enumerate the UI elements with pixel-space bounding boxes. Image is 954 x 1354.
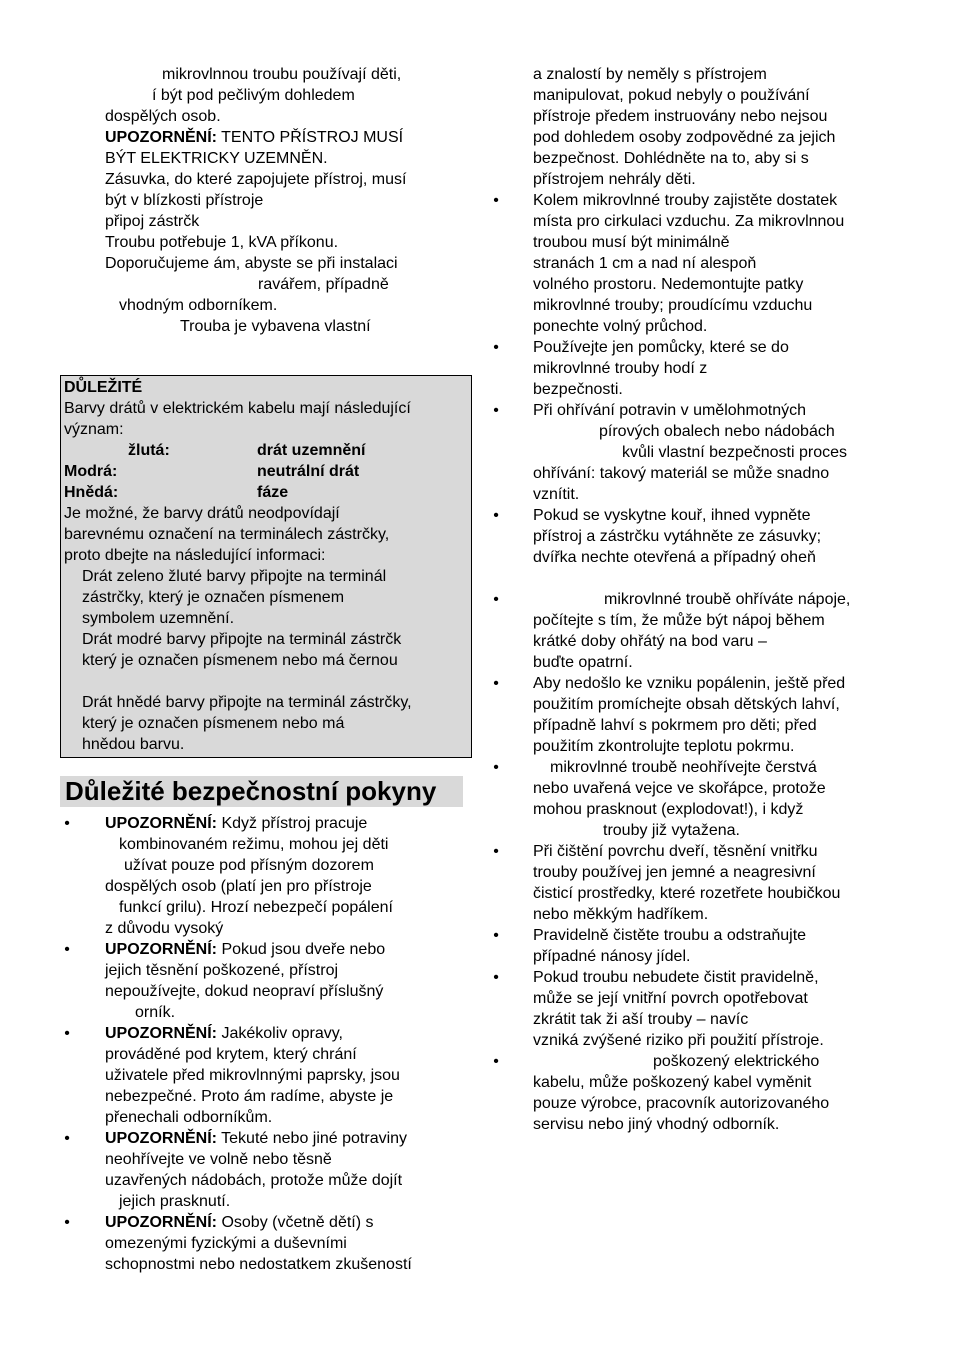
bullet-icon: • xyxy=(493,192,499,209)
item-text: použitím promíchejte obsah dětských lahví, xyxy=(533,696,840,713)
bullet-icon: • xyxy=(493,591,499,608)
item-text: Pokud se vyskytne kouř, ihned vypněte xyxy=(533,507,811,524)
list-item xyxy=(493,967,893,1051)
continued-text: a znalostí by neměly s přístrojem xyxy=(533,66,767,83)
wire-color: Hnědá: xyxy=(64,484,119,501)
wire-row xyxy=(64,482,468,503)
bullet-icon: • xyxy=(64,815,70,832)
box-rule: který je označen písmenem nebo má černou xyxy=(82,652,398,669)
recommendation-text: Doporučujeme ám, abyste se při instalaci xyxy=(105,255,398,272)
item-text: krátké doby ohřátý na bod varu – xyxy=(533,633,767,650)
item-text: schopnostmi nebo nedostatkem zkušeností xyxy=(105,1256,412,1273)
item-text: neohřívejte ve volně nebo těsně xyxy=(105,1151,332,1168)
grounding-warning xyxy=(105,127,473,148)
item-text: kombinovaném režimu, mohou jej děti xyxy=(119,836,389,853)
item-text: přenechali odborníkům. xyxy=(105,1109,273,1126)
item-text: mikrovlnné trouby; proudícímu vzduchu xyxy=(533,297,813,314)
recommendation-text: ravářem, případně xyxy=(258,276,389,293)
item-gap xyxy=(533,568,893,589)
list-item xyxy=(493,841,893,925)
box-text: barevnému označení na terminálech zástrčky, xyxy=(64,526,390,543)
item-text: nebezpečné. Proto ám radíme, abyste je xyxy=(105,1088,394,1105)
item-text: místa pro cirkulaci vzduchu. Za mikrovlnnou xyxy=(533,213,845,230)
wire-color: žlutá: xyxy=(128,442,170,459)
list-item xyxy=(64,1023,473,1128)
item-text: Aby nedošlo ke vzniku popálenin, ještě před xyxy=(533,675,846,692)
list-item xyxy=(493,337,893,400)
intro-line: mikrovlnnou troubu používají děti, xyxy=(162,66,402,83)
recommendation-text: vhodným odborníkem. xyxy=(119,297,278,314)
list-item xyxy=(64,813,473,939)
item-text: může se její vnitřní povrch opotřebovat xyxy=(533,990,808,1007)
important-box-title: DŮLEŽITÉ xyxy=(64,379,143,396)
item-text: čisticí prostředky, které rozetřete houbičkou xyxy=(533,885,841,902)
list-item xyxy=(64,939,473,1023)
item-text: kabelu, může poškozený kabel vyměnit xyxy=(533,1074,812,1091)
socket-text: Zásuvka, do které zapojujete přístroj, musí xyxy=(105,171,407,188)
list-item xyxy=(493,757,893,841)
bullet-icon: • xyxy=(493,339,499,356)
box-text: Barvy drátů v elektrickém kabelu mají následující xyxy=(64,400,411,417)
right-safety-list xyxy=(493,190,893,1135)
item-text: vzniká zvýšené riziko při použití přístroje. xyxy=(533,1032,824,1049)
item-text: trouby používej jen jemné a neagresivní xyxy=(533,864,816,881)
list-item xyxy=(493,925,893,967)
continued-text: přístrojem nehrály děti. xyxy=(533,171,696,188)
item-text: jejich těsnění poškozené, přístroj xyxy=(105,962,339,979)
box-rule: hnědou barvu. xyxy=(82,736,185,753)
wire-color: Modrá: xyxy=(64,463,118,480)
item-text: pouze výrobce, pracovník autorizovaného xyxy=(533,1095,830,1112)
item-text: mikrovlnné troubě neohřívejte čerstvá xyxy=(550,759,817,776)
item-text: ohřívání: takový materiál se může snadno xyxy=(533,465,830,482)
warning-text: TENTO PŘÍSTROJ MUSÍ xyxy=(221,129,404,146)
item-text: funkcí grilu). Hrozí nebezpečí popálení xyxy=(119,899,393,916)
box-gap xyxy=(64,671,468,692)
item-text: Při ohřívání potravin v umělohmotných xyxy=(533,402,807,419)
item-text: Jakékoliv opravy, xyxy=(221,1025,343,1042)
box-text: Je možné, že barvy drátů neodpovídají xyxy=(64,505,340,522)
bullet-icon: • xyxy=(493,1053,499,1070)
wire-meaning: fáze xyxy=(257,484,289,501)
bullet-icon: • xyxy=(493,759,499,776)
list-item xyxy=(493,505,893,589)
warning-label: UPOZORNĚNÍ: xyxy=(105,941,217,958)
item-text: mikrovlnné trouby hodí z xyxy=(533,360,708,377)
continued-text: přístroje předem instruovány nebo nejsou xyxy=(533,108,828,125)
item-text: servisu nebo jiný vhodný odborník. xyxy=(533,1116,780,1133)
item-text: kvůli vlastní bezpečnosti proces xyxy=(622,444,847,461)
list-item xyxy=(493,190,893,337)
bullet-icon: • xyxy=(64,941,70,958)
socket-text: být v blízkosti přístroje xyxy=(105,192,264,209)
box-rule: který je označen písmenem nebo má xyxy=(82,715,345,732)
item-text: Když přístroj pracuje xyxy=(221,815,368,832)
socket-text: připoj zástrčk xyxy=(105,213,200,230)
item-text: jejich prasknutí. xyxy=(119,1193,231,1210)
bullet-icon: • xyxy=(493,969,499,986)
item-text: buďte opatrní. xyxy=(533,654,633,671)
wire-meaning: neutrální drát xyxy=(257,463,360,480)
bullet-icon: • xyxy=(64,1130,70,1147)
section-heading: Důležité bezpečnostní pokyny xyxy=(60,776,463,807)
box-rule: Drát hnědé barvy připojte na terminál zástrčky, xyxy=(82,694,412,711)
box-rule: Drát zeleno žluté barvy připojte na terminál xyxy=(82,568,387,585)
item-text: z důvodu vysoký xyxy=(105,920,224,937)
item-text: pírových obalech nebo nádobách xyxy=(599,423,835,440)
item-text: mohou prasknout (explodovat!), i když xyxy=(533,801,804,818)
item-text: uzavřených nádobách, protože může dojít xyxy=(105,1172,403,1189)
bullet-icon: • xyxy=(493,843,499,860)
list-item xyxy=(493,400,893,505)
item-text: uživatele před mikrovlnnými paprsky, jsou xyxy=(105,1067,400,1084)
bullet-icon: • xyxy=(493,402,499,419)
item-text: případné nánosy jídel. xyxy=(533,948,691,965)
box-rule: Drát modré barvy připojte na terminál zástrčk xyxy=(82,631,402,648)
intro-line: dospělých osob. xyxy=(105,108,221,125)
list-item xyxy=(64,1128,473,1212)
item-text: nebo měkkým hadříkem. xyxy=(533,906,709,923)
important-box xyxy=(60,375,472,758)
item-text: dospělých osob (platí jen pro přístroje xyxy=(105,878,372,895)
warning-label: UPOZORNĚNÍ: xyxy=(105,815,217,832)
bullet-icon: • xyxy=(493,675,499,692)
item-text: Kolem mikrovlnné trouby zajistěte dostatek xyxy=(533,192,838,209)
recommendation-text: Trouba je vybavena vlastní xyxy=(180,318,371,335)
item-text: prováděné pod krytem, který chrání xyxy=(105,1046,357,1063)
item-text: stranách 1 cm a nad ní alespoň xyxy=(533,255,757,272)
list-item xyxy=(493,589,893,673)
box-rule: zástrčky, který je označen písmenem xyxy=(82,589,345,606)
continued-text: bezpečnost. Dohlédněte na to, aby si s xyxy=(533,150,809,167)
item-text: Tekuté nebo jiné potraviny xyxy=(221,1130,408,1147)
item-text: omezenými fyzickými a duševními xyxy=(105,1235,347,1252)
continued-text: manipulovat, pokud nebyly o používání xyxy=(533,87,810,104)
item-text: Osoby (včetně dětí) s xyxy=(221,1214,374,1231)
item-text: Pokud troubu nebudete čistit pravidelně, xyxy=(533,969,819,986)
item-text: volného prostoru. Nedemontujte patky xyxy=(533,276,804,293)
bullet-icon: • xyxy=(493,507,499,524)
wire-row xyxy=(64,461,468,482)
continued-text: pod dohledem osoby zodpovědné za jejich xyxy=(533,129,836,146)
item-text: Používejte jen pomůcky, které se do xyxy=(533,339,789,356)
left-safety-list xyxy=(64,813,473,1275)
intro-line: í být pod pečlivým dohledem xyxy=(152,87,355,104)
item-text: bezpečnosti. xyxy=(533,381,623,398)
item-text: vznítit. xyxy=(533,486,580,503)
list-item xyxy=(493,673,893,757)
list-item xyxy=(64,1212,473,1275)
wire-row xyxy=(64,440,468,461)
item-text: Při čištění povrchu dveří, těsnění vnitřku xyxy=(533,843,818,860)
bullet-icon: • xyxy=(64,1214,70,1231)
bullet-icon: • xyxy=(493,927,499,944)
item-text: ponechte volný průchod. xyxy=(533,318,708,335)
item-text: orník. xyxy=(135,1004,176,1021)
item-text: Pravidelně čistěte troubu a odstraňujte xyxy=(533,927,807,944)
wire-meaning: drát uzemnění xyxy=(257,442,366,459)
item-text: užívat pouze pod přísným dozorem xyxy=(124,857,374,874)
list-item xyxy=(493,1051,893,1135)
item-text: nebo uvařená vejce ve skořápce, protože xyxy=(533,780,826,797)
bullet-icon: • xyxy=(64,1025,70,1042)
item-text: zkrátit tak ži aší trouby – navíc xyxy=(533,1011,749,1028)
item-text: Pokud jsou dveře nebo xyxy=(221,941,386,958)
item-text: použitím zkontrolujte teplotu pokrmu. xyxy=(533,738,795,755)
item-text: přístroj a zástrčku vytáhněte ze zásuvky; xyxy=(533,528,822,545)
item-text: počítejte s tím, že může být nápoj během xyxy=(533,612,825,629)
item-text: troubou musí být minimálně xyxy=(533,234,730,251)
item-text: mikrovlnné troubě ohříváte nápoje, xyxy=(604,591,851,608)
warning-label: UPOZORNĚNÍ: xyxy=(105,129,217,146)
box-rule: symbolem uzemnění. xyxy=(82,610,235,627)
warning-text: BÝT ELEKTRICKY UZEMNĚN. xyxy=(105,150,328,167)
right-column xyxy=(493,64,893,1135)
item-text: dvířka nechte otevřená a případný oheň xyxy=(533,549,816,566)
item-text: poškozený elektrického xyxy=(653,1053,820,1070)
item-text: nepoužívejte, dokud neopraví příslušný xyxy=(105,983,384,1000)
box-text: význam: xyxy=(64,421,124,438)
warning-label: UPOZORNĚNÍ: xyxy=(105,1130,217,1147)
left-column xyxy=(64,64,473,1275)
box-text: proto dbejte na následující informaci: xyxy=(64,547,326,564)
item-text: trouby již vytažena. xyxy=(603,822,740,839)
warning-label: UPOZORNĚNÍ: xyxy=(105,1214,217,1231)
warning-label: UPOZORNĚNÍ: xyxy=(105,1025,217,1042)
item-text: případně lahví s pokrmem pro děti; před xyxy=(533,717,817,734)
power-text: Troubu potřebuje 1, kVA příkonu. xyxy=(105,234,339,251)
